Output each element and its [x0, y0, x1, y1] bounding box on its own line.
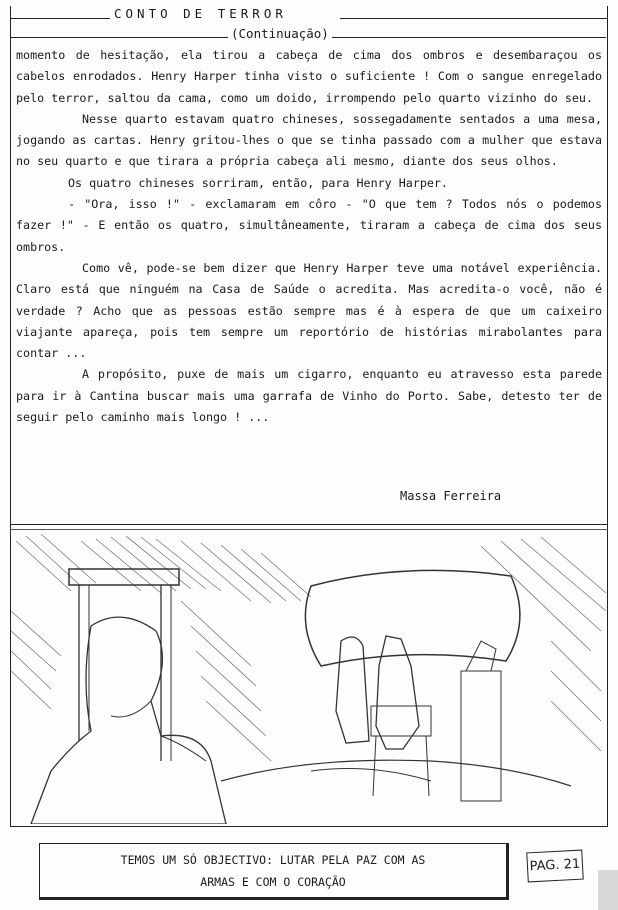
story-paragraph: - "Ora, isso !" - exclamaram em côro - "O que tem ? Todos nós o podemos fazer !" - E então os quatro, simultâneamente, tiraram a cabeça de cima dos seus ombros. [16, 197, 602, 254]
page-number: PAG. 21 [526, 850, 583, 883]
section-divider-thin [10, 529, 608, 530]
story-illustration [11, 531, 606, 824]
story-paragraph: A propósito, puxe de mais um cigarro, enquanto eu atravesso esta parede para ir à Cantina buscar mais uma garrafa de Vinho do Porto. Sabe, detesto ter de seguir pelo caminho mais longo ! ... [16, 367, 602, 425]
motto-line-2: ARMAS E COM O CORAÇÃO [200, 875, 346, 889]
story-paragraph: Como vê, pode-se bem dizer que Henry Harper teve uma notável experiência. Claro está que ninguém na Casa de Saúde o acredita. Mas acredita-o você, não é verdade ? Acho que as pessoas estão sempre mas é à espera de que um caixeiro viajante apareça, pois tem sempre um reportório de histórias mirabolantes para contar ... [16, 260, 602, 361]
section-divider [10, 524, 608, 525]
story-text [16, 45, 602, 428]
page-subtitle: (Continuação) [228, 26, 332, 41]
title-rule-left [10, 18, 110, 19]
page-title: CONTO DE TERROR [110, 6, 291, 21]
author-signature: Massa Ferreira [400, 489, 502, 503]
story-paragraph: momento de hesitação, ela tirou a cabeça de cima dos ombros e desembaraçou os cabelos enrodados. Henry Harper tinha visto o suficiente ! Com o sangue enregelado pelo terror, saltou da cama, como um doido, irrompendo pelo quarto vizinho do seu. [16, 48, 602, 105]
bottom-rule [10, 826, 608, 827]
story-paragraph: Nesse quarto estavam quatro chineses, sossegadamente sentados a uma mesa, jogando as cartas. Henry gritou-lhes o que se tinha passado com a mulher que estava no seu quarto e que tirara a própria cabeça ali mesmo, diante dos seus olhos. [16, 111, 602, 169]
motto-box [39, 843, 509, 900]
title-rule-right [340, 18, 608, 19]
title-row [10, 6, 608, 24]
motto-line-1: TEMOS UM SÓ OBJECTIVO: LUTAR PELA PAZ COM AS [120, 853, 426, 867]
scan-edge [598, 870, 618, 910]
story-paragraph: Os quatro chineses sorriram, então, para Henry Harper. [68, 175, 448, 190]
